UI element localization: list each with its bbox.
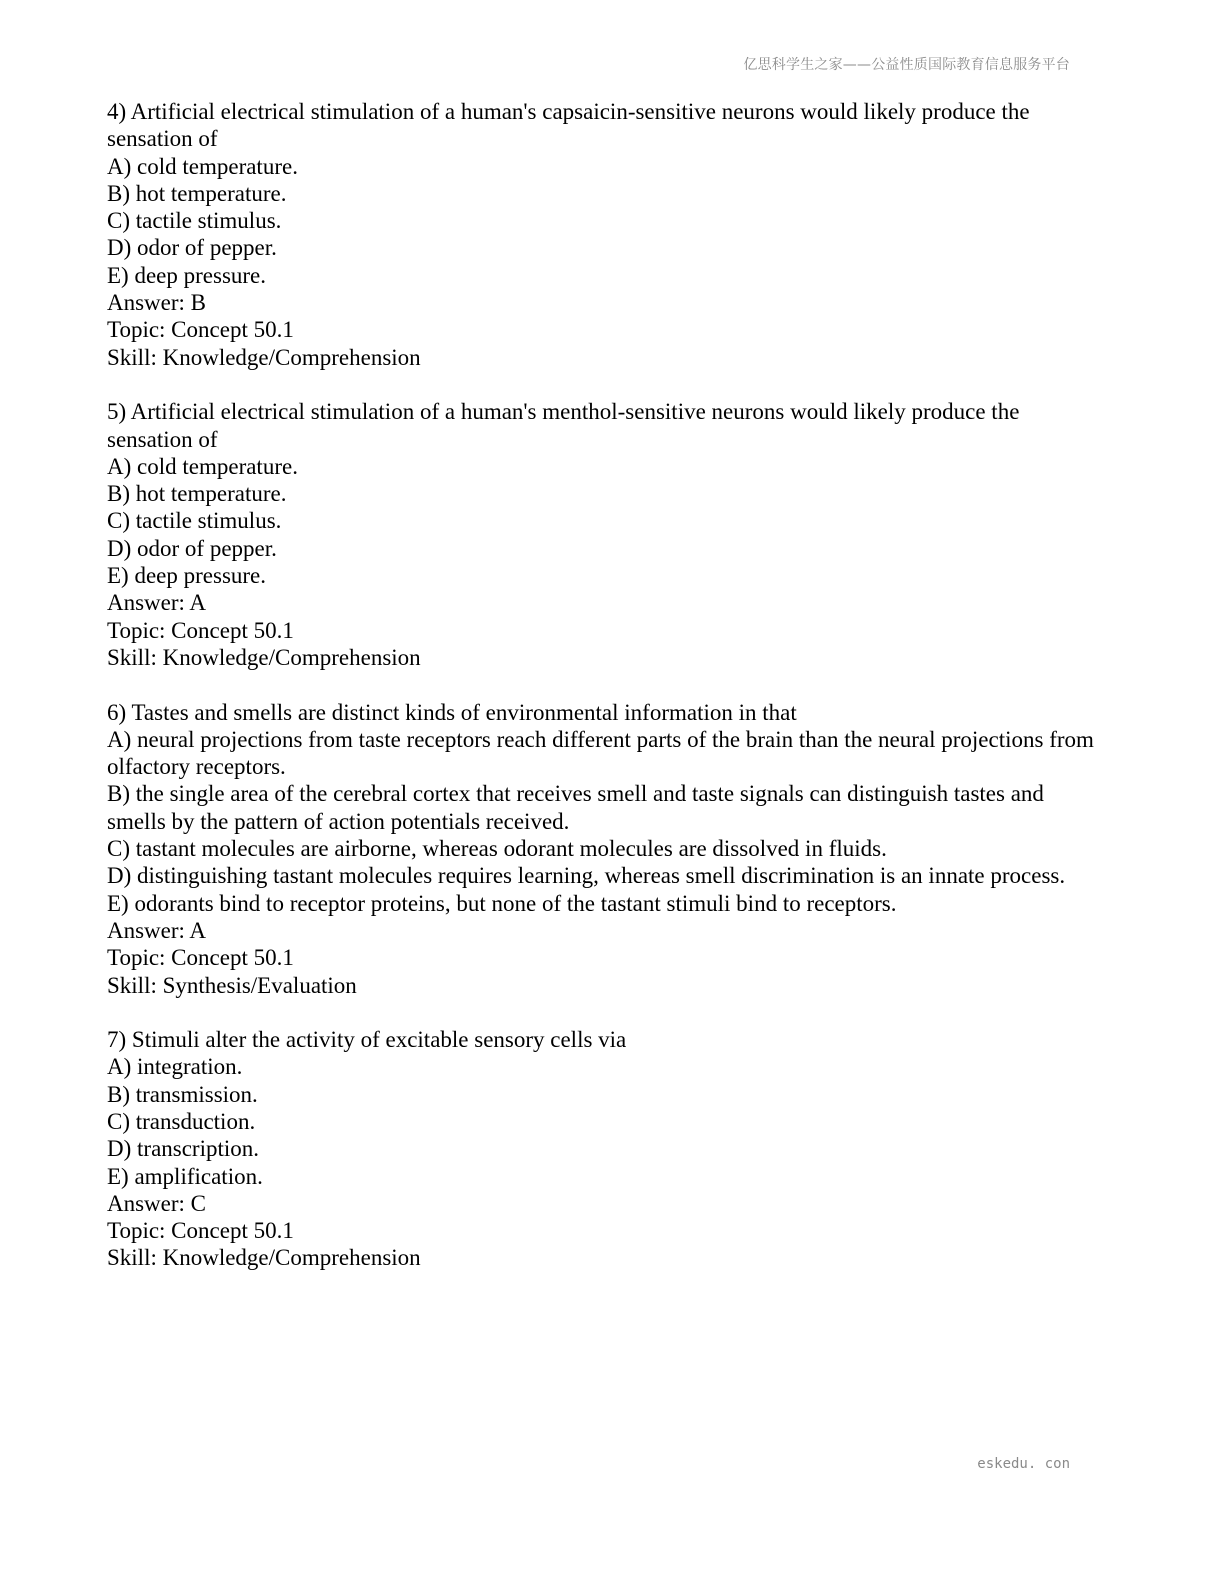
option-e: E) odorants bind to receptor proteins, but none of the tastant stimuli bind to receptors. bbox=[107, 890, 897, 916]
footer-site-link[interactable]: eskedu. con bbox=[977, 1456, 1070, 1472]
option-c: C) tactile stimulus. bbox=[107, 208, 282, 234]
option-e: E) deep pressure. bbox=[107, 563, 267, 589]
skill-line: Skill: Knowledge/Comprehension bbox=[107, 644, 421, 670]
answer-line: Answer: A bbox=[107, 590, 207, 616]
option-d: D) odor of pepper. bbox=[107, 235, 277, 261]
question-stem: 7) Stimuli alter the activity of excitable sensory cells via bbox=[107, 1027, 627, 1053]
option-a: A) cold temperature. bbox=[107, 453, 298, 479]
option-c: C) tastant molecules are airborne, whereas odorant molecules are dissolved in fluids. bbox=[107, 836, 887, 862]
option-d: D) odor of pepper. bbox=[107, 535, 277, 561]
option-c: C) tactile stimulus. bbox=[107, 508, 282, 534]
topic-line: Topic: Concept 50.1 bbox=[107, 617, 294, 643]
question-list bbox=[107, 98, 1107, 1299]
skill-line: Skill: Synthesis/Evaluation bbox=[107, 972, 357, 998]
option-b: B) hot temperature. bbox=[107, 481, 287, 507]
answer-line: Answer: C bbox=[107, 1190, 207, 1216]
option-e: E) amplification. bbox=[107, 1163, 263, 1189]
option-e: E) deep pressure. bbox=[107, 262, 267, 288]
question-stem: 6) Tastes and smells are distinct kinds of environmental information in that bbox=[107, 699, 797, 725]
topic-line: Topic: Concept 50.1 bbox=[107, 1218, 294, 1244]
topic-line: Topic: Concept 50.1 bbox=[107, 317, 294, 343]
answer-line: Answer: A bbox=[107, 917, 207, 943]
option-b: B) hot temperature. bbox=[107, 180, 287, 206]
question-6 bbox=[107, 699, 1107, 999]
skill-line: Skill: Knowledge/Comprehension bbox=[107, 1245, 421, 1271]
skill-line: Skill: Knowledge/Comprehension bbox=[107, 344, 421, 370]
answer-line: Answer: B bbox=[107, 290, 207, 316]
option-b: B) transmission. bbox=[107, 1081, 258, 1107]
header-watermark: 亿思科学生之家——公益性质国际教育信息服务平台 bbox=[743, 57, 1070, 73]
question-7 bbox=[107, 1026, 1107, 1272]
option-c: C) transduction. bbox=[107, 1108, 256, 1134]
question-5 bbox=[107, 398, 1107, 671]
topic-line: Topic: Concept 50.1 bbox=[107, 945, 294, 971]
option-d: D) distinguishing tastant molecules requires learning, whereas smell discrimination is an innate process. bbox=[107, 863, 1066, 889]
option-b: B) the single area of the cerebral cortex that receives smell and taste signals can distinguish tastes and smells by the pattern of action potentials received. bbox=[107, 781, 1044, 834]
option-a: A) cold temperature. bbox=[107, 153, 298, 179]
option-a: A) integration. bbox=[107, 1054, 243, 1080]
option-d: D) transcription. bbox=[107, 1136, 260, 1162]
question-stem: 4) Artificial electrical stimulation of a human's capsaicin-sensitive neurons would likely produce the sensation of bbox=[107, 99, 1030, 152]
option-a: A) neural projections from taste receptors reach different parts of the brain than the neural projections from olfactory receptors. bbox=[107, 726, 1094, 780]
question-4 bbox=[107, 98, 1107, 371]
question-stem: 5) Artificial electrical stimulation of a human's menthol-sensitive neurons would likely produce the sensation of bbox=[107, 399, 1020, 452]
